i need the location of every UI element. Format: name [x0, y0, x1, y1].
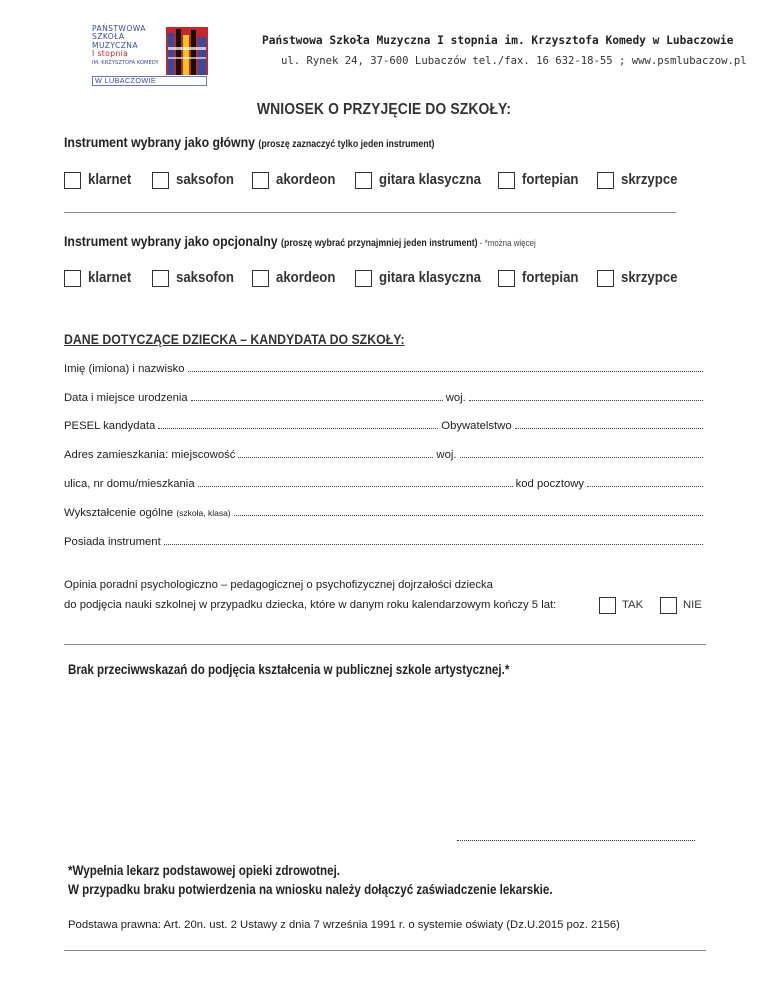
checkbox-optional-klarnet[interactable]	[64, 270, 81, 287]
field-label: PESEL kandydata	[64, 420, 156, 432]
checkbox-optional-akordeon[interactable]	[252, 270, 269, 287]
logo-bottom-text: W LUBACZOWIE	[92, 76, 207, 86]
option-label: fortepian	[522, 269, 579, 286]
postcode-field[interactable]	[587, 476, 703, 487]
birth-voivodeship-field[interactable]	[469, 390, 703, 401]
school-name: Państwowa Szkoła Muzyczna I stopnia im. Krzysztofa Komedy w Lubaczowie	[262, 34, 734, 47]
checkbox-optional-gitara[interactable]	[355, 270, 372, 287]
option-label: klarnet	[88, 269, 132, 286]
opinion-line-1: Opinia poradni psychologiczno – pedagogicznej o psychofizycznej dojrzałości dziecka	[64, 579, 493, 591]
child-data-heading: DANE DOTYCZĄCE DZIECKA – KANDYDATA DO SZKOŁY:	[64, 331, 405, 347]
primary-instrument-label	[64, 134, 434, 150]
education-field[interactable]	[234, 505, 703, 516]
medical-statement: Brak przeciwwskazań do podjęcia kształcenia w publicznej szkole artystycznej.*	[68, 662, 510, 677]
field-row-education	[64, 505, 706, 521]
option-label: saksofon	[176, 269, 234, 286]
field-label: ulica, nr domu/mieszkania	[64, 478, 195, 490]
logo-line: MUZYCZNA	[92, 40, 138, 50]
checkbox-primary-fortepian[interactable]	[498, 172, 515, 189]
divider	[64, 950, 706, 951]
option-label: klarnet	[88, 171, 132, 188]
checkbox-opinion-yes[interactable]	[599, 597, 616, 614]
school-address: ul. Rynek 24, 37-600 Lubaczów tel./fax. 16 632-18-55 ; www.psmlubaczow.pl	[281, 55, 747, 67]
logo-line: SZKOŁA	[92, 32, 125, 42]
field-row-address	[64, 447, 706, 463]
checkbox-optional-saksofon[interactable]	[152, 270, 169, 287]
legal-basis: Podstawa prawna: Art. 20n. ust. 2 Ustawy z dnia 7 września 1991 r. o systemie oświaty (Dz.U.2015 poz. 2156)	[68, 919, 620, 931]
primary-label-text: Instrument wybrany jako główny	[64, 134, 256, 150]
opinion-yes-label: TAK	[622, 599, 644, 611]
logo-line: IM. KRZYSZTOFA KOMEDY	[92, 59, 159, 66]
logo-text	[92, 25, 166, 67]
checkbox-optional-skrzypce[interactable]	[597, 270, 614, 287]
option-label: fortepian	[522, 171, 579, 188]
field-row-pesel	[64, 418, 706, 434]
birth-field[interactable]	[191, 390, 443, 401]
town-field[interactable]	[238, 447, 433, 458]
doctor-signature-field[interactable]	[457, 830, 695, 841]
field-label: Obywatelstwo	[441, 420, 512, 432]
option-label: skrzypce	[621, 269, 678, 286]
checkbox-primary-gitara[interactable]	[355, 172, 372, 189]
logo-line: PAŃSTWOWA	[92, 24, 146, 33]
optional-instrument-label	[64, 233, 536, 249]
checkbox-primary-akordeon[interactable]	[252, 172, 269, 189]
checkbox-primary-skrzypce[interactable]	[597, 172, 614, 189]
checkbox-opinion-no[interactable]	[660, 597, 677, 614]
field-label: Adres zamieszkania: miejscowość	[64, 449, 236, 461]
field-label: kod pocztowy	[515, 478, 585, 490]
owns-instrument-field[interactable]	[164, 534, 703, 545]
opinion-line-2: do podjęcia nauki szkolnej w przypadku dziecka, które w danym roku kalendarzowym kończy 5 lat:	[64, 599, 557, 611]
option-label: gitara klasyczna	[379, 269, 481, 286]
field-label: Posiada instrument	[64, 536, 161, 548]
option-label: saksofon	[176, 171, 234, 188]
optional-note: (proszę wybrać przynajmniej jeden instrument)	[281, 238, 478, 249]
field-row-name	[64, 361, 706, 377]
page-title: WNIOSEK O PRZYJĘCIE DO SZKOŁY:	[256, 101, 512, 118]
field-label	[64, 507, 231, 519]
option-label: gitara klasyczna	[379, 171, 481, 188]
field-label: woj.	[436, 449, 457, 461]
field-row-street	[64, 476, 706, 492]
education-note: (szkoła, klasa)	[176, 508, 231, 518]
doctor-note: *Wypełnia lekarz podstawowej opieki zdrowotnej.	[68, 863, 341, 878]
optional-label-text: Instrument wybrany jako opcjonalny	[64, 233, 278, 249]
field-row-instrument	[64, 534, 706, 550]
school-logo	[92, 25, 210, 87]
field-label: woj.	[445, 392, 466, 404]
education-label: Wykształcenie ogólne	[64, 507, 174, 519]
field-label: Data i miejsce urodzenia	[64, 392, 188, 404]
option-label: akordeon	[276, 171, 336, 188]
name-field[interactable]	[188, 361, 703, 372]
option-label: skrzypce	[621, 171, 678, 188]
checkbox-optional-fortepian[interactable]	[498, 270, 515, 287]
certificate-note: W przypadku braku potwierdzenia na wniosku należy dołączyć zaświadczenie lekarskie.	[68, 882, 553, 897]
field-row-birth	[64, 390, 706, 406]
address-voivodeship-field[interactable]	[460, 447, 704, 458]
checkbox-primary-saksofon[interactable]	[152, 172, 169, 189]
logo-piano-graphic	[166, 27, 208, 75]
option-label: akordeon	[276, 269, 336, 286]
logo-line: I stopnia	[92, 49, 129, 59]
street-field[interactable]	[198, 476, 513, 487]
opinion-no-label: NIE	[683, 599, 702, 611]
pesel-field[interactable]	[158, 418, 438, 429]
field-label: Imię (imiona) i nazwisko	[64, 363, 185, 375]
citizenship-field[interactable]	[515, 418, 703, 429]
primary-note: (proszę zaznaczyć tylko jeden instrument)	[258, 139, 435, 150]
divider	[64, 644, 706, 645]
checkbox-primary-klarnet[interactable]	[64, 172, 81, 189]
optional-note-more: - *można więcej	[477, 238, 536, 248]
divider	[64, 212, 676, 213]
